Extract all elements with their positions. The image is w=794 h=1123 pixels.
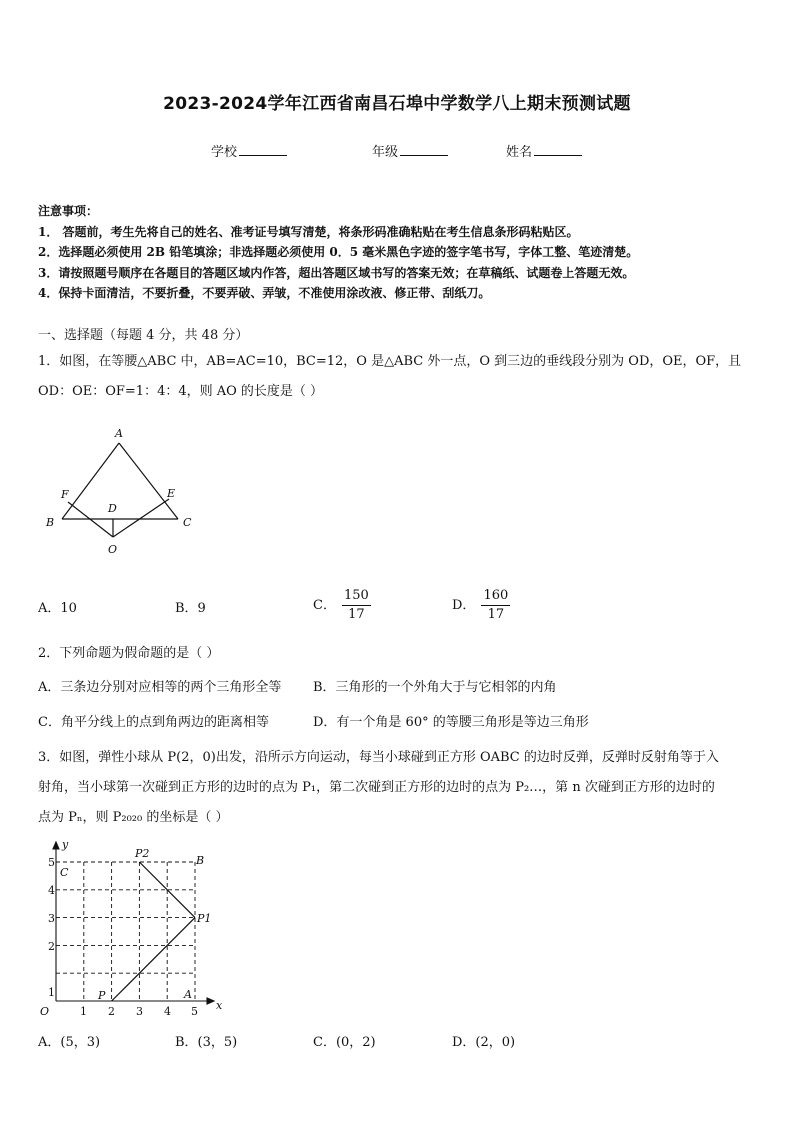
q3-stem-line1: 3．如图，弹性小球从 P(2，0)出发，沿所示方向运动，每当小球碰到正方形 OABC 的边时反弹，反弹时反射角等于入 [38,750,719,765]
x-tick-label: 4 [164,1005,171,1018]
note-item: 4．保持卡面清洁，不要折叠，不要弄破、弄皱，不准使用涂改液、修正带、刮纸刀。 [38,286,491,300]
fraction-numerator: 160 [481,587,510,606]
label-A: A [184,988,192,1001]
segment-AC [119,443,178,519]
x-tick-label: 1 [80,1005,87,1018]
q1-option-c-fraction [342,587,371,624]
section-heading: 一、选择题（每题 4 分，共 48 分） [38,328,249,343]
label-B: B [196,854,205,867]
fraction-numerator: 150 [342,587,371,606]
x-tick-label: 2 [108,1005,115,1018]
grade-field [372,141,448,160]
q2-stem: 2．下列命题为假命题的是（ ） [38,646,220,661]
label-x: x [216,999,223,1012]
grid-lines [56,862,195,1001]
y-tick-label: 3 [48,912,55,925]
x-tick-label: 3 [136,1005,143,1018]
q3-stem-line2: 射角，当小球第一次碰到正方形的边时的点为 P₁，第二次碰到正方形的边时的点为 P₂…，第 n 次碰到正方形的边时的 [38,780,715,795]
q2-option-c[interactable]: C．角平分线上的点到角两边的距离相等 [38,715,269,730]
q3-option-a[interactable]: A．(5，3) [38,1035,101,1050]
q1-option-c[interactable] [313,587,371,624]
page-title: 2023-2024学年江西省南昌石埠中学数学八上期末预测试题 [163,94,631,114]
q1-option-c-prefix: C． [313,598,336,613]
label-B: B [46,516,55,529]
school-field [211,141,287,160]
school-blank[interactable] [239,143,287,156]
q3-option-b[interactable]: B．(3，5) [175,1035,238,1050]
x-tick-label: 5 [191,1005,198,1018]
label-D: D [108,502,117,515]
school-label: 学校 [211,145,238,160]
grade-blank[interactable] [400,143,448,156]
q3-option-c[interactable]: C．(0，2) [313,1035,376,1050]
note-item: 1． 答题前，考生先将自己的姓名、准考证号填写清楚，将条形码准确粘贴在考生信息条形码粘贴区。 [38,224,579,239]
label-P: P [98,989,106,1002]
note-item: 3．请按照题号顺序在各题目的答题区域内作答，超出答题区域书写的答案无效；在草稿纸、试题卷上答题无效。 [38,265,635,280]
q3-grid-figure [36,836,236,1020]
q1-triangle-figure [38,420,208,560]
y-axis-arrow-icon [53,842,59,849]
q2-option-a[interactable]: A．三条边分别对应相等的两个三角形全等 [38,680,282,695]
name-field [506,141,582,160]
q1-option-d-fraction [481,587,510,624]
q1-stem-line1: 1．如图，在等腰△ABC 中，AB=AC=10，BC=12，O 是△ABC 外一点，O 到三边的垂线段分别为 OD，OE，OF，且 [38,354,742,369]
q1-option-a[interactable]: A．10 [38,601,77,616]
y-tick-label: 5 [48,856,55,869]
q1-option-d-prefix: D． [452,598,476,613]
note-item: 2．选择题必须使用 2B 铅笔填涂；非选择题必须使用 0．5 毫米黑色字迹的签字笔书写，字体工整、笔迹清楚。 [38,245,639,259]
name-label: 姓名 [506,145,533,160]
label-O: O [108,543,118,556]
q2-option-d[interactable]: D．有一个角是 60° 的等腰三角形是等边三角形 [313,715,589,730]
q1-stem-line2: OD：OE：OF=1：4：4，则 AO 的长度是（ ） [38,384,324,399]
notes-heading: 注意事项： [38,204,99,218]
label-A: A [115,427,123,440]
q3-option-d[interactable]: D．(2，0) [452,1035,516,1050]
label-E: E [167,487,176,500]
label-P2: P2 [135,847,150,860]
q1-option-d[interactable] [452,587,510,624]
y-tick-label: 1 [48,986,55,999]
notes-block [38,201,758,304]
name-blank[interactable] [534,143,582,156]
path-P-to-P1 [112,918,195,1001]
q2-option-b[interactable]: B．三角形的一个外角大于与它相邻的内角 [313,680,557,695]
label-y: y [62,838,69,851]
fraction-denominator: 17 [348,607,365,622]
y-tick-label: 4 [48,884,55,897]
fraction-denominator: 17 [487,607,505,622]
label-P1: P1 [197,912,212,925]
x-axis-arrow-icon [207,998,214,1004]
label-C: C [183,516,192,529]
q3-stem-line3: 点为 Pₙ，则 P₂₀₂₀ 的坐标是（ ） [38,810,229,825]
segment-OE [113,499,169,537]
label-O: O [40,1005,50,1018]
label-C: C [60,866,69,879]
q1-option-b[interactable]: B．9 [175,601,206,616]
y-tick-label: 2 [48,940,55,953]
label-F: F [61,488,69,501]
grade-label: 年级 [372,145,399,160]
